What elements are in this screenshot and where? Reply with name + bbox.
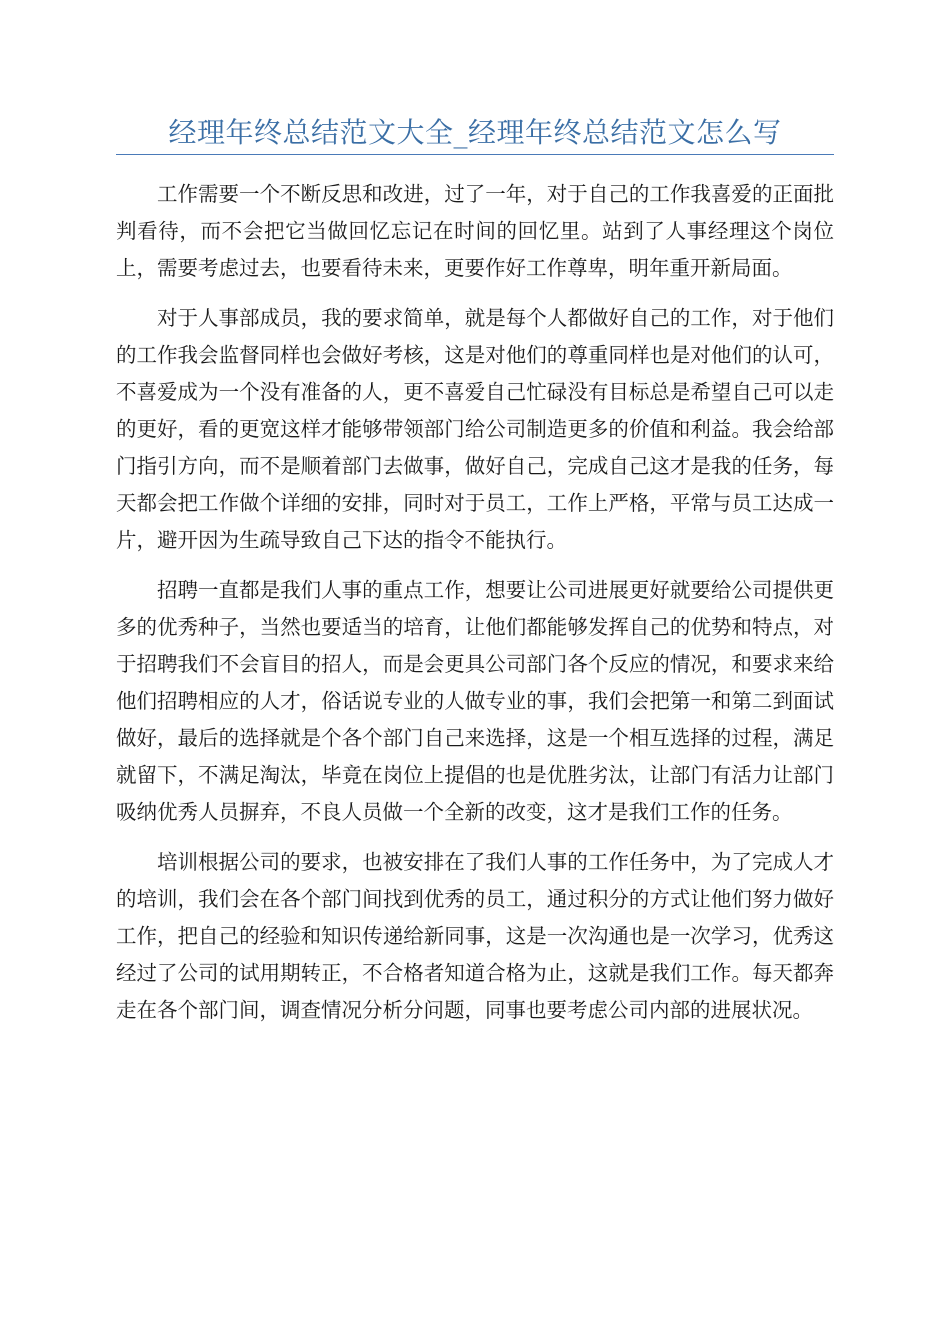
paragraph: 招聘一直都是我们人事的重点工作，想要让公司进展更好就要给公司提供更多的优秀种子，当然也要适当的培育，让他们都能够发挥自己的优势和特点，对于招聘我们不会盲目的招人，而是会更具公司部门各个反应的情况，和要求来给他们招聘相应的人才，俗话说专业的人做专业的事，我们会把第一和第二到面试做好，最后的选择就是个各个部门自己来选择，这是一个相互选择的过程，满足就留下，不满足淘汰，毕竟在岗位上提倡的也是优胜劣汰，让部门有活力让部门吸纳优秀人员摒弃，不良人员做一个全新的改变，这才是我们工作的任务。 [116, 578, 834, 824]
document-title: 经理年终总结范文大全_经理年终总结范文怎么写 [168, 116, 782, 149]
paragraph: 对于人事部成员，我的要求简单，就是每个人都做好自己的工作，对于他们的工作我会监督同样也会做好考核，这是对他们的尊重同样也是对他们的认可，不喜爱成为一个没有准备的人，更不喜爱自己忙碌没有目标总是希望自己可以走的更好，看的更宽这样才能够带领部门给公司制造更多的价值和利益。我会给部门指引方向，而不是顺着部门去做事，做好自己，完成自己这才是我的任务，每天都会把工作做个详细的安排，同时对于员工，工作上严格，平常与员工达成一片，避开因为生疏导致自己下达的指令不能执行。 [116, 306, 834, 552]
paragraph: 培训根据公司的要求，也被安排在了我们人事的工作任务中，为了完成人才的培训，我们会在各个部门间找到优秀的员工，通过积分的方式让他们努力做好工作，把自己的经验和知识传递给新同事，这是一次沟通也是一次学习，优秀这经过了公司的试用期转正，不合格者知道合格为止，这就是我们工作。每天都奔走在各个部门间，调查情况分析分问题，同事也要考虑公司内部的进展状况。 [116, 850, 834, 1022]
paragraph: 工作需要一个不断反思和改进，过了一年，对于自己的工作我喜爱的正面批判看待，而不会把它当做回忆忘记在时间的回忆里。站到了人事经理这个岗位上，需要考虑过去，也要看待未来，更要作好工作尊卑，明年重开新局面。 [116, 182, 834, 280]
title-underline [116, 154, 834, 155]
document-body [116, 176, 834, 1042]
